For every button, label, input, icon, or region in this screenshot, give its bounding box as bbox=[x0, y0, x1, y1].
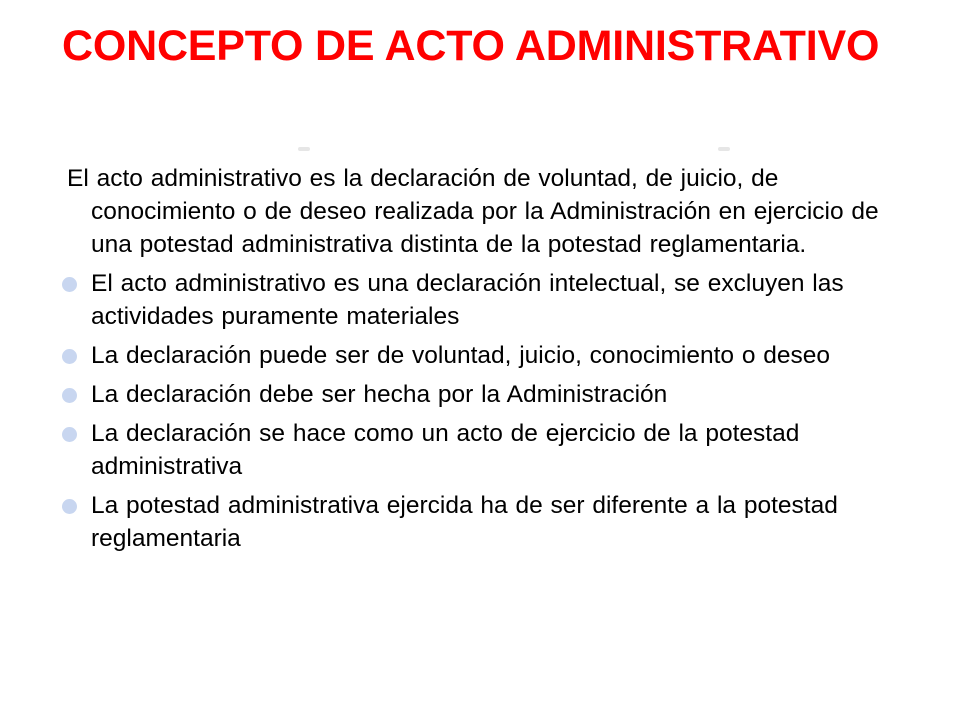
bullet-text: La declaración puede ser de voluntad, juicio, conocimiento o deseo bbox=[91, 342, 831, 369]
bullet-list bbox=[62, 267, 922, 555]
bullet-dot-icon bbox=[62, 427, 77, 442]
bullet-dot-icon bbox=[62, 349, 77, 364]
bullet-item bbox=[62, 339, 922, 372]
bullet-item bbox=[62, 267, 922, 333]
title-underline-marks bbox=[298, 147, 730, 153]
bullet-text: La declaración debe ser hecha por la Administración bbox=[91, 381, 668, 408]
slide-title: CONCEPTO DE ACTO ADMINISTRATIVO bbox=[62, 22, 880, 70]
bullet-item bbox=[62, 378, 922, 411]
intro-paragraph: El acto administrativo es la declaración de voluntad, de juicio, de conocimiento o de deseo realizada por la Administración en ejercicio de una potestad administrativa distinta de la potestad reglamentaria. bbox=[67, 165, 879, 258]
bullet-item bbox=[62, 489, 922, 555]
underline-mark bbox=[718, 147, 730, 151]
bullet-text: La potestad administrativa ejercida ha de ser diferente a la potestad reglamentaria bbox=[91, 492, 838, 552]
bullet-dot-icon bbox=[62, 388, 77, 403]
bullet-text: La declaración se hace como un acto de ejercicio de la potestad administrativa bbox=[91, 420, 800, 480]
bullet-dot-icon bbox=[62, 499, 77, 514]
slide-body bbox=[62, 162, 922, 561]
bullet-item bbox=[62, 417, 922, 483]
bullet-text: El acto administrativo es una declaración intelectual, se excluyen las actividades puramente materiales bbox=[91, 270, 844, 330]
underline-mark bbox=[298, 147, 310, 151]
bullet-dot-icon bbox=[62, 277, 77, 292]
